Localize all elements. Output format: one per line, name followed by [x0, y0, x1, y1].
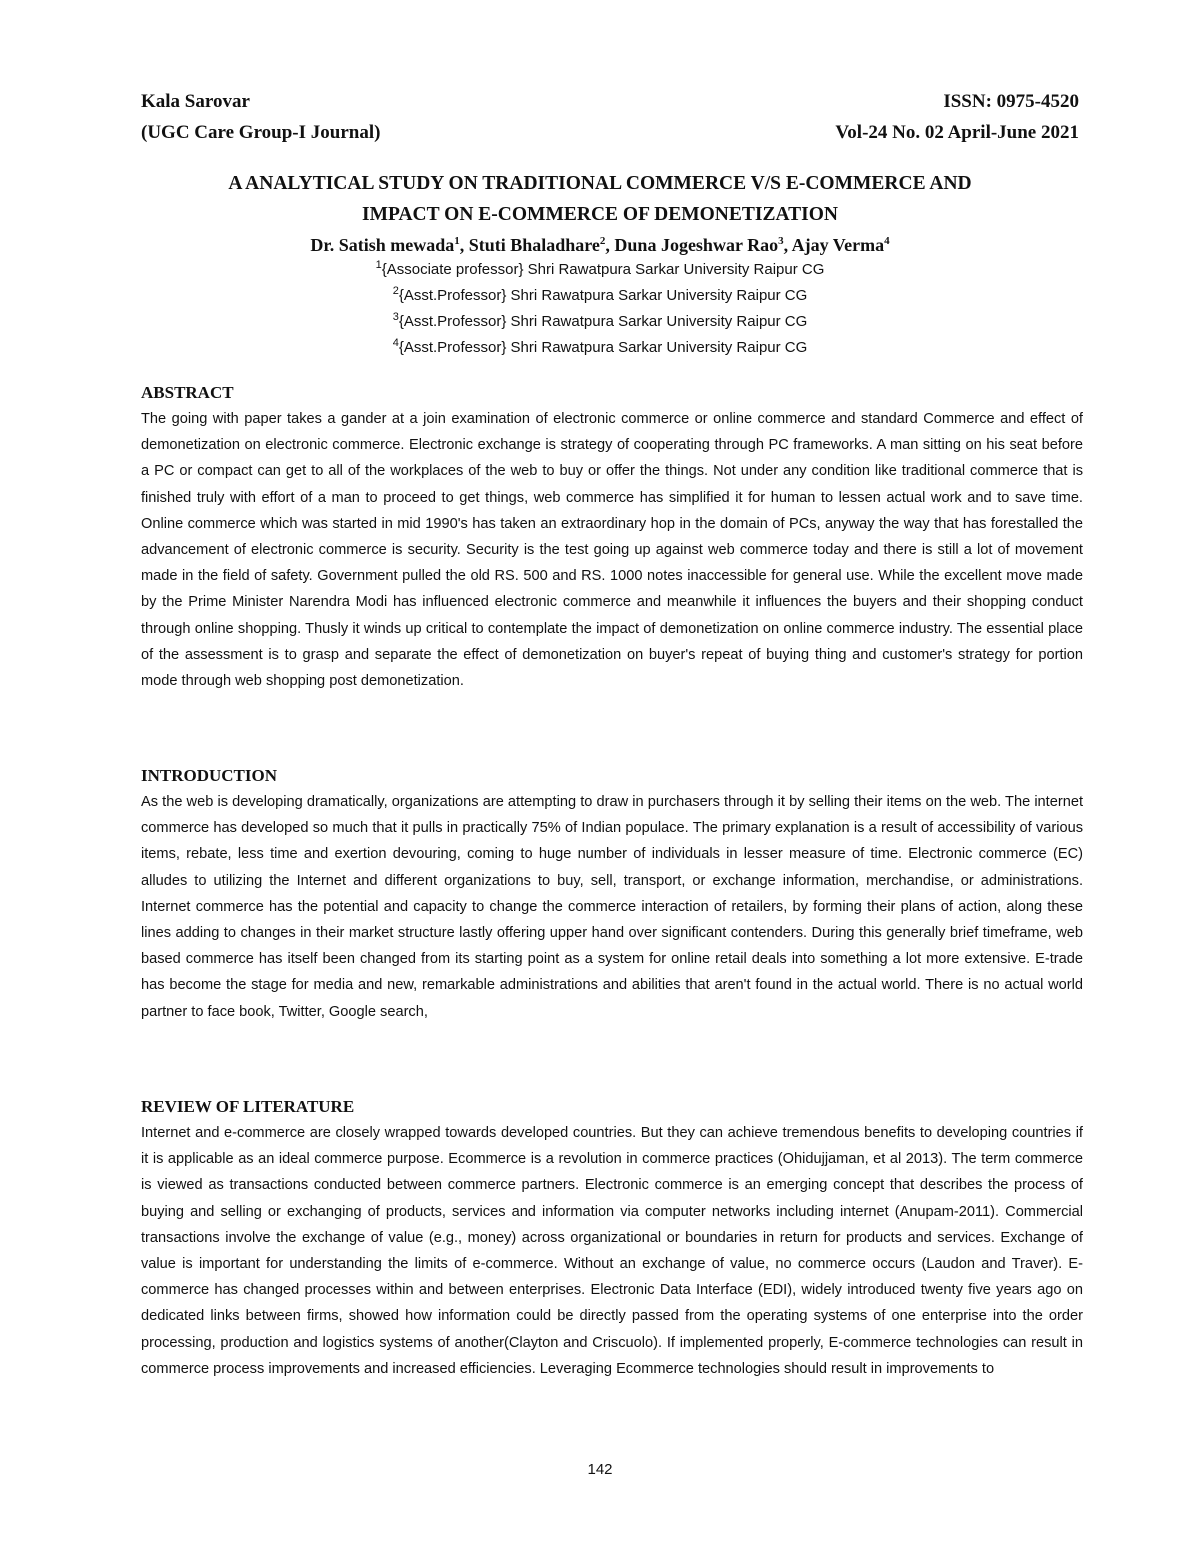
affiliation-text: {Associate professor} Shri Rawatpura Sarkar University Raipur CG: [381, 261, 825, 278]
introduction-body: As the web is developing dramatically, organizations are attempting to draw in purchasers through it by selling their items on the web. The internet commerce has developed so much that it pulls in practically 75% of Indian populace. The primary explanation is a result of accessibility of various items, rebate, less time and exertion devouring, coming to huge number of individuals in lesser measure of time. Electronic commerce (EC) alludes to utilizing the Internet and different organizations to buy, sell, transport, or exchange information, merchandise, or administrations. Internet commerce has the potential and capacity to change the commerce interaction of retailers, by forming their plans of action, along these lines adding to changes in their market structure lastly offering upper hand over significant contenders. During this generally brief timeframe, web based commerce has itself been changed from its starting point as a system for online retail deals into something a lot more extensive. E-trade has become the stage for media and new, remarkable administrations and abilities that aren't found in the actual world. There is no actual world partner to face book, Twitter, Google search,: [141, 794, 1083, 1020]
review-heading: REVIEW OF LITERATURE: [141, 1097, 355, 1116]
journal-volume: Vol-24 No. 02 April-June 2021: [835, 122, 1079, 143]
author-name: Stuti Bhaladhare: [468, 235, 600, 255]
paper-title-line-2: IMPACT ON E-COMMERCE OF DEMONETIZATION: [362, 204, 838, 225]
journal-name: Kala Sarovar: [141, 91, 250, 112]
author-list: [120, 232, 1080, 258]
author-name: Ajay Verma: [791, 235, 885, 255]
author-name: Duna Jogeshwar Rao: [614, 235, 779, 255]
author-separator: ,: [605, 235, 615, 255]
affiliation-marker: 1: [375, 259, 382, 271]
author-affiliation-marker: 2: [599, 235, 606, 247]
affiliation-text: {Asst.Professor} Shri Rawatpura Sarkar University Raipur CG: [398, 339, 808, 356]
author-affiliation-marker: 3: [778, 235, 784, 247]
affiliation-text: {Asst.Professor} Shri Rawatpura Sarkar University Raipur CG: [398, 287, 808, 304]
paper-title-line-1: A ANALYTICAL STUDY ON TRADITIONAL COMMERCE V/S E-COMMERCE AND: [228, 173, 972, 194]
author-separator: ,: [783, 235, 792, 255]
affiliation: [120, 335, 1080, 361]
abstract-heading: ABSTRACT: [141, 383, 234, 402]
journal-group: (UGC Care Group-I Journal): [141, 122, 381, 143]
affiliation-marker: 2: [392, 285, 399, 297]
affiliation-marker: 3: [392, 311, 399, 323]
journal-header-left: [141, 86, 380, 148]
journal-header-right: [835, 86, 1079, 148]
affiliation: [120, 309, 1080, 335]
affiliation-text: {Asst.Professor} Shri Rawatpura Sarkar University Raipur CG: [398, 313, 808, 330]
author-affiliation-marker: 4: [884, 235, 890, 247]
journal-issn: ISSN: 0975-4520: [943, 91, 1079, 112]
affiliation: [120, 257, 1080, 283]
abstract-body: The going with paper takes a gander at a join examination of electronic commerce or online commerce and standard Commerce and effect of demonetization on electronic commerce. Electronic exchange is strategy of cooperating through PC frameworks. A man sitting on his seat before a PC or compact can get to all of the workplaces of the web to buy or offer the things. Not under any condition like traditional commerce that is finished truly with effort of a man to proceed to get things, web commerce has simplified it for human to lessen actual work and to save time. Online commerce which was started in mid 1990's has taken an extraordinary hop in the domain of PCs, anyway the way that has forestalled the advancement of electronic commerce is security. Security is the test going up against web commerce today and there is still a lot of movement made in the field of safety. Government pulled the old RS. 500 and RS. 1000 notes inaccessible for general use. While the excellent move made by the Prime Minister Narendra Modi has influenced electronic commerce and meanwhile it influences the buyers and their shopping conduct through online shopping. Thusly it winds up critical to contemplate the impact of demonetization on online commerce industry. The essential place of the assessment is to grasp and separate the effect of demonetization on buyer's repeat of buying thing and customer's strategy for portion mode through web shopping post demonetization.: [141, 411, 1083, 690]
affiliation-list: [120, 257, 1080, 361]
affiliation-marker: 4: [392, 337, 399, 349]
author-affiliation-marker: 1: [454, 235, 460, 247]
author-separator: ,: [459, 235, 469, 255]
paper-title: [120, 168, 1080, 230]
introduction-heading: INTRODUCTION: [141, 766, 278, 785]
page-number: 142: [587, 1461, 613, 1478]
author-name: Dr. Satish mewada: [310, 235, 455, 255]
review-body: Internet and e-commerce are closely wrapped towards developed countries. But they can achieve tremendous benefits to developing countries if it is applicable as an ideal commerce purpose. Ecommerce is a revolution in commerce practices (Ohidujjaman, et al 2013). The term commerce is viewed as transactions conducted between commerce partners. Electronic commerce is an emerging concept that describes the process of buying and selling or exchanging of products, services and information via computer networks including internet (Anupam-2011). Commercial transactions involve the exchange of value (e.g., money) across organizational or boundaries in return for products and services. Exchange of value is important for understanding the limits of e-commerce. Without an exchange of value, no commerce occurs (Laudon and Traver). E-commerce has changed processes within and between enterprises. Electronic Data Interface (EDI), widely introduced twenty five years ago on dedicated links between firms, showed how information could be directly passed from the operating systems of one enterprise into the order processing, production and logistics systems of another(Clayton and Criscuolo). If implemented properly, E-commerce technologies can result in commerce process improvements and increased efficiencies. Leveraging Ecommerce technologies should result in improvements to: [141, 1125, 1083, 1377]
affiliation: [120, 283, 1080, 309]
